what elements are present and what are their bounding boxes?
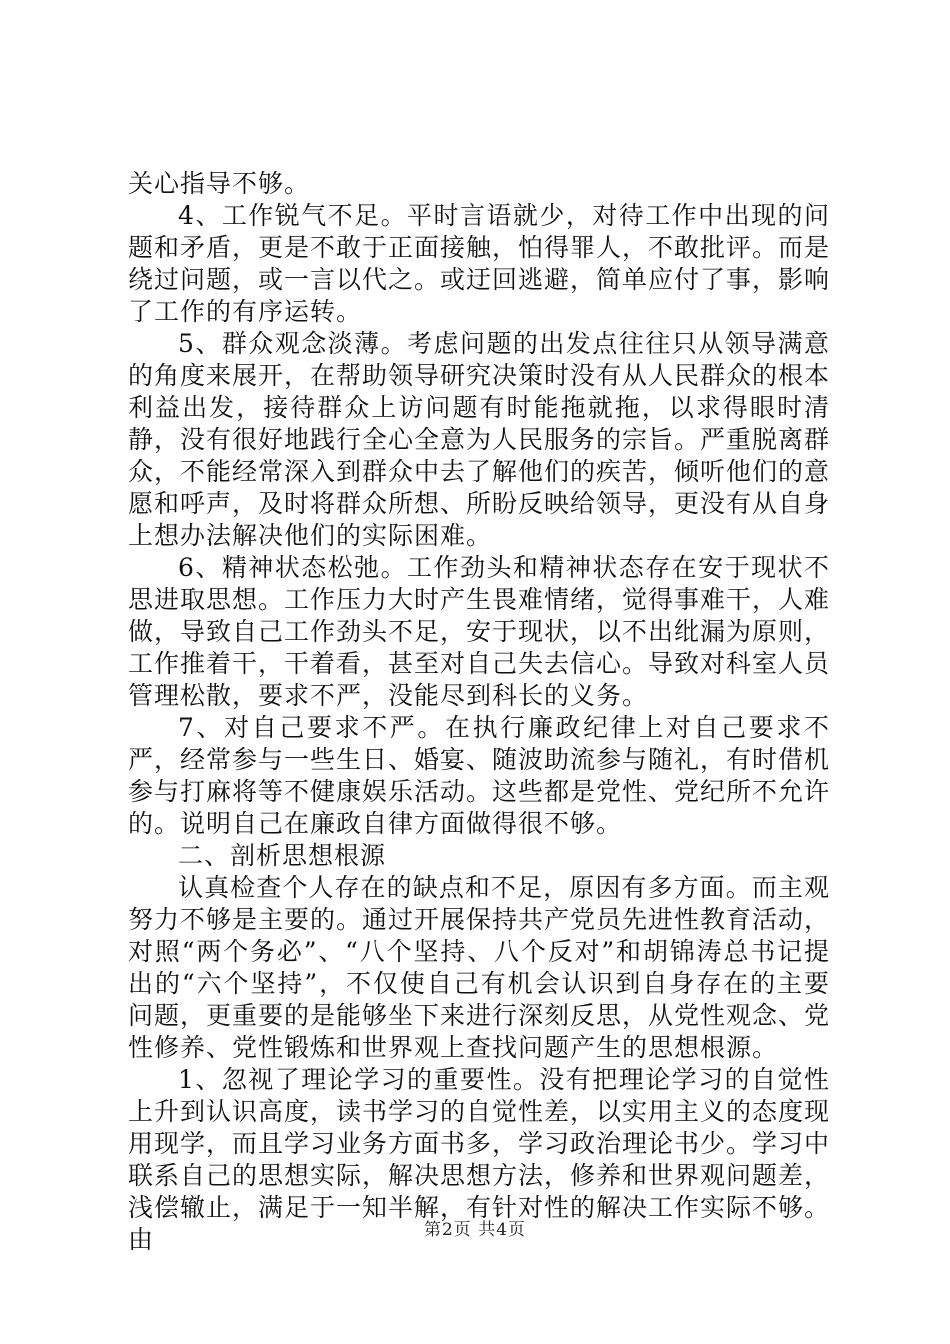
paragraph-1: 关心指导不够。 bbox=[128, 169, 311, 198]
paragraph-5: 7、对自己要求不严。在执行廉政纪律上对自己要求不严，经常参与一些生日、婚宴、随波助流参与随礼，有时借机参与打麻将等不健康娱乐活动。这些都是党性、党纪所不允许的。说明自己在廉政自律方面做得很不够。 bbox=[128, 713, 831, 838]
page-footer: 第2页 共4页 bbox=[423, 1220, 527, 1240]
paragraph-2: 4、工作锐气不足。平时言语就少，对待工作中出现的问题和矛盾，更是不敢于正面接触，怕得罪人，不敢批评。而是绕过问题，或一言以代之。或迂回逃避，简单应付了事，影响了工作的有序运转。 bbox=[128, 201, 831, 326]
paragraph-7: 1、忽视了理论学习的重要性。没有把理论学习的自觉性上升到认识高度，读书学习的自觉性差，以实用主义的态度现用现学，而且学习业务方面书多，学习政治理论书少。学习中联系自己的思想实际，解决思想方法，修养和世界观问题差，浅偿辙止，满足于一知半解，有针对性的解决工作实际不够。由 bbox=[128, 1065, 831, 1254]
paragraph-6: 认真检查个人存在的缺点和不足，原因有多方面。而主观努力不够是主要的。通过开展保持共产党员先进性教育活动，对照“两个务必”、“八个坚持、八个反对”和胡锦涛总书记提出的“六个坚持”，不仅使自己有机会认识到自身存在的主要问题，更重要的是能够坐下来进行深刻反思，从党性观念、党性修养、党性锻炼和世界观上查找问题产生的思想根源。 bbox=[128, 873, 831, 1062]
paragraph-3: 5、群众观念淡薄。考虑问题的出发点往往只从领导满意的角度来展开，在帮助领导研究决策时没有从人民群众的根本利益出发，接待群众上访问题有时能拖就拖，以求得眼时清静，没有很好地践行全心全意为人民服务的宗旨。严重脱离群众，不能经常深入到群众中去了解他们的疾苦，倾听他们的意愿和呼声，及时将群众所想、所盼反映给领导，更没有从自身上想办法解决他们的实际困难。 bbox=[128, 329, 831, 550]
section-heading: 二、剖析思想根源 bbox=[178, 841, 387, 870]
document-body bbox=[128, 168, 830, 1256]
paragraph-4: 6、精神状态松弛。工作劲头和精神状态存在安于现状不思进取思想。工作压力大时产生畏难情绪，觉得事难干，人难做，导致自己工作劲头不足，安于现状，以不出纰漏为原则，工作推着干，干着看，甚至对自己失去信心。导致对科室人员管理松散，要求不严，没能尽到科长的义务。 bbox=[128, 553, 831, 710]
